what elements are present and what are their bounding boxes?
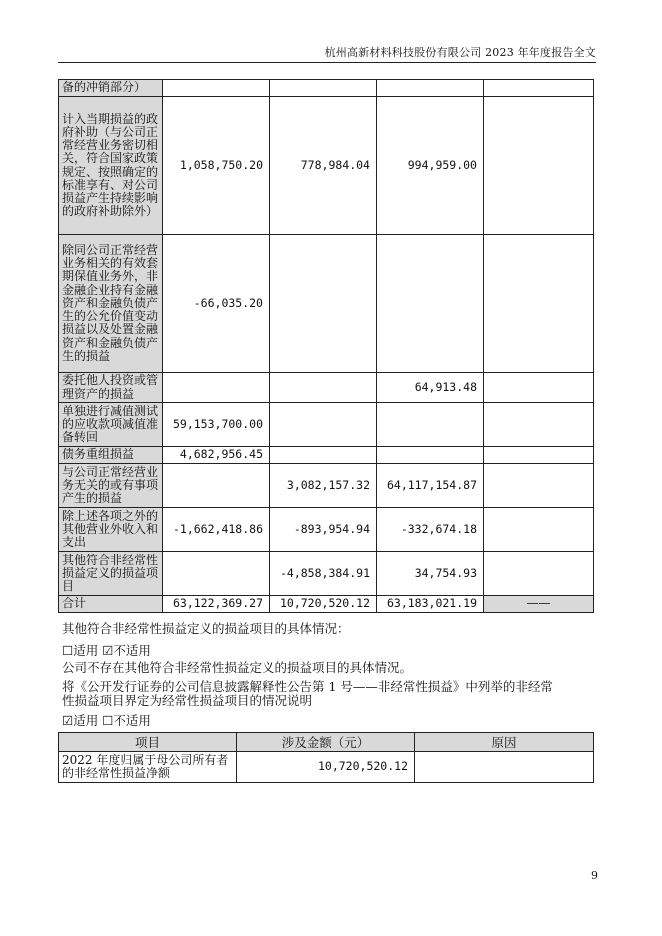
value-cell bbox=[270, 235, 377, 373]
value-cell bbox=[377, 80, 484, 97]
header-divider bbox=[58, 62, 596, 63]
non-recurring-gains-losses-table bbox=[58, 79, 594, 613]
row-label: 其他符合非经常性损益定义的损益项目 bbox=[59, 552, 163, 596]
table-row bbox=[59, 235, 594, 373]
row-label: 委托他人投资或管理资产的损益 bbox=[59, 373, 163, 403]
table-row bbox=[59, 373, 594, 403]
value-cell bbox=[163, 552, 270, 596]
no-other-items-note: 公司不存在其他符合非经常性损益定义的损益项目的具体情况。 bbox=[62, 660, 413, 675]
amount-cell: 10,720,520.12 bbox=[237, 752, 415, 783]
value-cell: 63,183,021.19 bbox=[377, 596, 484, 613]
value-cell: -66,035.20 bbox=[163, 235, 270, 373]
value-cell: 64,117,154.87 bbox=[377, 464, 484, 508]
table-row bbox=[59, 552, 594, 596]
reason-cell bbox=[415, 752, 594, 783]
table-row bbox=[59, 80, 594, 97]
header-title: 杭州高新材料科技股份有限公司 2023 年年度报告全文 bbox=[324, 46, 596, 59]
value-cell: 64,913.48 bbox=[377, 373, 484, 403]
reclassified-items-table bbox=[58, 732, 594, 783]
value-cell bbox=[270, 373, 377, 403]
value-cell: 778,984.04 bbox=[270, 97, 377, 235]
explanation-line-1: 将《公开发行证券的公司信息披露解释性公告第 1 号——非经常性损益》中列举的非经常 bbox=[62, 679, 553, 694]
table-row bbox=[59, 447, 594, 464]
row-label: 计入当期损益的政府补助（与公司正常经营业务密切相关，符合国家政策规定、按照确定的标准享有、对公司损益产生持续影响的政府补助除外） bbox=[59, 97, 163, 235]
dash-cell: —— bbox=[484, 596, 594, 613]
applicability-checkbox-line: ☐适用 ☑不适用 bbox=[62, 643, 151, 658]
value-cell bbox=[163, 464, 270, 508]
value-cell bbox=[484, 373, 594, 403]
applicability-checkbox-line: ☑适用 ☐不适用 bbox=[62, 713, 151, 728]
column-header: 涉及金额（元） bbox=[237, 733, 415, 752]
value-cell bbox=[270, 80, 377, 97]
value-cell bbox=[484, 552, 594, 596]
table-row bbox=[59, 508, 594, 552]
table-header-row bbox=[59, 733, 594, 752]
value-cell bbox=[484, 508, 594, 552]
value-cell bbox=[270, 447, 377, 464]
value-cell bbox=[484, 403, 594, 447]
value-cell: 4,682,956.45 bbox=[163, 447, 270, 464]
row-label: 合计 bbox=[59, 596, 163, 613]
explanation-line-2: 性损益项目界定为经常性损益项目的情况说明 bbox=[62, 693, 313, 708]
other-items-heading: 其他符合非经常性损益定义的损益项目的具体情况： bbox=[62, 621, 350, 636]
value-cell bbox=[484, 235, 594, 373]
row-label: 除同公司正常经营业务相关的有效套期保值业务外，非金融企业持有金融资产和金融负债产生的公允价值变动损益以及处置金融资产和金融负债产生的损益 bbox=[59, 235, 163, 373]
value-cell bbox=[484, 447, 594, 464]
column-header: 原因 bbox=[415, 733, 594, 752]
value-cell: 3,082,157.32 bbox=[270, 464, 377, 508]
value-cell bbox=[484, 80, 594, 97]
row-label: 单独进行减值测试的应收款项减值准备转回 bbox=[59, 403, 163, 447]
value-cell: 34,754.93 bbox=[377, 552, 484, 596]
row-label: 除上述各项之外的其他营业外收入和支出 bbox=[59, 508, 163, 552]
value-cell: -1,662,418.86 bbox=[163, 508, 270, 552]
table-row bbox=[59, 97, 594, 235]
table-row bbox=[59, 752, 594, 783]
value-cell: -4,858,384.91 bbox=[270, 552, 377, 596]
page-number: 9 bbox=[591, 869, 598, 882]
value-cell bbox=[377, 447, 484, 464]
item-cell: 2022 年度归属于母公司所有者的非经常性损益净额 bbox=[59, 752, 237, 783]
table-row bbox=[59, 464, 594, 508]
table-row-total bbox=[59, 596, 594, 613]
value-cell: 994,959.00 bbox=[377, 97, 484, 235]
value-cell bbox=[163, 80, 270, 97]
value-cell: -893,954.94 bbox=[270, 508, 377, 552]
value-cell bbox=[484, 464, 594, 508]
row-label: 债务重组损益 bbox=[59, 447, 163, 464]
value-cell bbox=[377, 403, 484, 447]
row-label: 与公司正常经营业务无关的或有事项产生的损益 bbox=[59, 464, 163, 508]
value-cell bbox=[484, 97, 594, 235]
column-header: 项目 bbox=[59, 733, 237, 752]
value-cell: 10,720,520.12 bbox=[270, 596, 377, 613]
value-cell: 59,153,700.00 bbox=[163, 403, 270, 447]
value-cell bbox=[377, 235, 484, 373]
value-cell bbox=[163, 373, 270, 403]
value-cell: -332,674.18 bbox=[377, 508, 484, 552]
value-cell bbox=[270, 403, 377, 447]
row-label: 备的冲销部分） bbox=[59, 80, 163, 97]
value-cell: 63,122,369.27 bbox=[163, 596, 270, 613]
table-row bbox=[59, 403, 594, 447]
value-cell: 1,058,750.20 bbox=[163, 97, 270, 235]
